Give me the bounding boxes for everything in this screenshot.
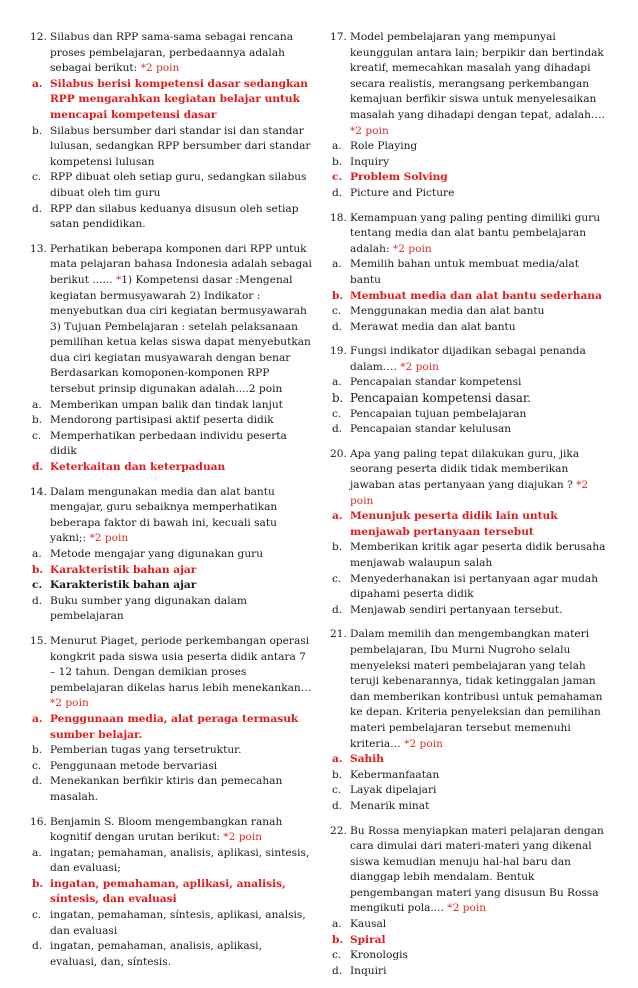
- option-text: Pencapaian tujuan pembelajaran: [350, 407, 527, 420]
- answer-option-correct: [32, 712, 312, 743]
- answer-option: [32, 547, 312, 563]
- question-prompt: Silabus dan RPP sama-sama sebagai rencana proses pembelajaran, perbedaannya adalah sebagai berikut:: [50, 31, 294, 75]
- answer-option: [32, 594, 312, 625]
- points-label: *2 poin: [350, 124, 389, 137]
- answer-option: [32, 398, 312, 414]
- question-header: [30, 30, 312, 77]
- option-text: Metode mengajar yang digunakan guru: [50, 548, 264, 560]
- option-text: Memberikan kritik agar peserta didik berusaha menjawab walaupun salah: [350, 541, 606, 569]
- option-text: Penggunaan media, alat peraga termasuk sumber belajar.: [50, 712, 299, 741]
- option-text: RPP dibuat oleh setiap guru, sedangkan silabus dibuat oleh tim guru: [50, 171, 307, 199]
- question-header: [30, 485, 312, 547]
- option-text: RPP dan silabus keduanya disusun oleh setiap satan pendidikan.: [50, 202, 299, 231]
- answer-option: [332, 304, 612, 320]
- answer-option: [332, 155, 612, 171]
- option-letter: b.: [332, 391, 344, 406]
- question-item: [330, 824, 612, 980]
- option-letter: d.: [32, 202, 43, 215]
- option-letter: c.: [32, 429, 42, 442]
- option-letter: b.: [332, 933, 344, 946]
- answer-option: [332, 186, 612, 202]
- option-letter: d.: [332, 186, 343, 199]
- left-column: [30, 30, 312, 979]
- answer-option: [332, 964, 612, 980]
- answer-option: [332, 948, 612, 964]
- answer-option: [32, 759, 312, 775]
- answer-option: [32, 774, 312, 805]
- option-text: Kausal: [350, 918, 387, 931]
- option-letter: d.: [332, 320, 343, 333]
- option-text: Kebermanfaatan: [350, 768, 440, 781]
- answer-option: [332, 422, 612, 438]
- question-item: [330, 447, 612, 619]
- question-text: [350, 447, 612, 509]
- option-text: Memilih bahan untuk membuat media/alat bantu: [350, 258, 580, 286]
- question-header: [30, 815, 312, 846]
- question-prompt: Dalam mengunakan media dan alat bantu mengajar, guru sebaiknya memperhatikan beberapa faktor di bawah ini, kecuali satu yakni;:: [50, 485, 278, 545]
- option-text: Inquiry: [350, 155, 390, 168]
- question-text: [50, 242, 312, 398]
- option-letter: c.: [332, 572, 342, 585]
- question-prompt: Perhatikan beberapa komponen dari RPP untuk mata pelajaran bahasa Indonesia adalah sebagai berikut ......: [50, 242, 312, 286]
- option-letter: c.: [32, 759, 42, 772]
- option-text: ingatan, pemahaman, analisis, aplikasi, evaluasi, dan, síntesis.: [50, 940, 262, 968]
- option-text: Menekankan berfikir ktiris dan pemecahan masalah.: [50, 775, 283, 803]
- question-number: 21.: [330, 628, 347, 641]
- option-letter: c.: [332, 784, 342, 797]
- right-column: [330, 30, 612, 988]
- options-list: [330, 257, 612, 335]
- answer-option: [332, 917, 612, 933]
- question-item: [30, 485, 312, 625]
- option-text: Silabus bersumber dari standar isi dan standar lulusan, sedangkan RPP bersumber dari standar kompetensi lulusan: [50, 124, 311, 168]
- option-letter: a.: [332, 510, 343, 523]
- question-item: [30, 815, 312, 971]
- option-letter: d.: [332, 603, 343, 616]
- options-list: [330, 375, 612, 437]
- question-item: [330, 211, 612, 336]
- option-text: Menggunakan media dan alat bantu: [350, 305, 545, 318]
- answer-option: [32, 124, 312, 171]
- option-letter: d.: [32, 594, 43, 607]
- question-item: [30, 242, 312, 476]
- question-prompt: Fungsi indikator dijadikan sebagai penanda dalam….: [350, 345, 586, 373]
- option-letter: c.: [32, 909, 42, 922]
- question-prompt: Kemampuan yang paling penting dimiliki guru tentang media dan alat bantu pembelajaran adalah:: [350, 211, 601, 255]
- option-letter: a.: [32, 548, 42, 560]
- options-list: [30, 398, 312, 476]
- question-text: [350, 344, 612, 375]
- answer-option: [332, 783, 612, 799]
- question-prompt: Model pembelajaran yang mempunyai keunggulan antara lain; berpikir dan bertindak kreatif, memecahkan masalah yang dihadapi secara realistis, merangsang perkembangan kemajuan berfikir siswa untuk menyelesaikan masalah yang dihadapi dengan tepat, adalah….: [350, 31, 605, 121]
- question-number: 16.: [30, 815, 47, 828]
- question-text: [50, 634, 312, 712]
- option-letter: a.: [332, 918, 342, 931]
- option-letter: a.: [332, 140, 342, 153]
- answer-option: [332, 603, 612, 619]
- points-label: *2 poin: [50, 697, 89, 710]
- answer-option: [332, 407, 612, 423]
- points-label: *2 poin: [392, 242, 432, 255]
- options-list: [330, 752, 612, 814]
- question-prompt: Benjamin S. Bloom mengembangkan ranah kognitif dengan urutan berikut:: [50, 815, 283, 844]
- option-text: Menjawab sendiri pertanyaan tersebut.: [350, 603, 563, 616]
- option-text: Picture and Picture: [350, 186, 455, 199]
- points-label: *2 poin: [400, 360, 439, 373]
- question-header: [330, 447, 612, 509]
- question-item: [330, 627, 612, 814]
- points-label: *2 poin: [404, 737, 443, 750]
- option-letter: b.: [32, 124, 43, 137]
- answer-option: [32, 939, 312, 970]
- points-label: *2 poin: [350, 479, 589, 507]
- question-text: [350, 30, 612, 139]
- option-letter: a.: [332, 376, 342, 389]
- question-prompt: Menurut Piaget, periode perkembangan operasi kongkrit pada siswa usia peserta didik antara 7 – 12 tahun. Dengan demikian proses pembelajaran dikelas harus lebih menekankan…: [50, 634, 312, 694]
- question-text: [350, 824, 612, 918]
- option-letter: c.: [32, 171, 42, 184]
- question-number: 13.: [30, 242, 47, 255]
- answer-option-correct: [32, 77, 312, 124]
- option-letter: d.: [332, 799, 343, 812]
- option-text: ingatan, pemahaman, aplikasi, analisis, síntesis, dan evaluasi: [50, 877, 286, 906]
- answer-option: [332, 768, 612, 784]
- option-text: Mendorong partisipasi aktif peserta didik: [50, 414, 274, 427]
- question-number: 15.: [30, 634, 47, 647]
- question-prompt-continued: 1) Kompetensi dasar :Mengenal kegiatan bermusyawarah 2) Indikator : menyebutkan dua ciri kegiatan bermusyawarah 3) Tujuan Pembelajaran : setelah pelaksanaan pemilihan ketua kelas siswa dapat menyebutkan dua ciri kegiatan musyawarah dengan benar Berdasarkan komoponen-komponen RPP tersebut prinsip digunakan adalah....2 poin: [50, 273, 311, 396]
- question-header: [330, 627, 612, 752]
- answer-option: [32, 413, 312, 429]
- option-text: Sahih: [350, 753, 384, 766]
- option-letter: b.: [32, 744, 43, 757]
- option-letter: d.: [32, 461, 44, 474]
- answer-option: [332, 320, 612, 336]
- answer-option-correct: [332, 170, 612, 186]
- question-header: [330, 211, 612, 258]
- question-number: 12.: [30, 31, 47, 43]
- option-letter: a.: [332, 258, 342, 271]
- answer-option: [32, 846, 312, 877]
- option-text: Problem Solving: [350, 171, 448, 184]
- question-item: [30, 30, 312, 233]
- answer-option: [32, 578, 312, 594]
- option-letter: c.: [332, 171, 343, 184]
- answer-option: [332, 375, 612, 391]
- option-letter: d.: [32, 940, 43, 953]
- option-letter: d.: [32, 775, 43, 788]
- points-label: *2 poin: [447, 902, 487, 915]
- points-label: *2 poin: [223, 831, 263, 844]
- option-letter: b.: [332, 541, 343, 554]
- option-letter: b.: [332, 768, 343, 781]
- question-item: [330, 344, 612, 438]
- question-item: [30, 634, 312, 806]
- option-text: Kronologis: [350, 949, 408, 962]
- option-letter: b.: [332, 155, 343, 168]
- question-number: 14.: [30, 485, 47, 498]
- option-text: Buku sumber yang digunakan dalam pembelajaran: [50, 594, 247, 623]
- answer-option: [332, 257, 612, 288]
- question-item: [330, 30, 612, 202]
- option-letter: a.: [32, 77, 43, 90]
- option-text: ingatan; pemahaman, analisis, aplikasi, sintesis, dan evaluasi;: [50, 846, 310, 875]
- question-number: 19.: [330, 345, 347, 358]
- option-letter: a.: [332, 753, 343, 766]
- answer-option: [332, 799, 612, 815]
- answer-option: [332, 572, 612, 603]
- answer-option-correct: [332, 933, 612, 949]
- answer-option-correct: [332, 289, 612, 305]
- option-text: Menyederhanakan isi pertanyaan agar mudah dipahami peserta didik: [350, 572, 599, 601]
- question-number: 18.: [330, 211, 347, 224]
- option-letter: d.: [332, 423, 343, 436]
- question-prompt: Apa yang paling tepat dilakukan guru, jika seorang peserta didik tidak memberikan jawaban atas pertanyaan yang diajukan ?: [350, 447, 580, 492]
- question-text: [50, 485, 312, 547]
- answer-option: [32, 429, 312, 460]
- option-letter: c.: [332, 949, 342, 962]
- option-letter: c.: [32, 579, 43, 592]
- option-letter: d.: [332, 964, 343, 977]
- options-list: [30, 547, 312, 625]
- question-prompt: Dalam memilih dan mengembangkan materi pembelajaran, Ibu Murni Nugroho selalu menyeleksi materi pembelajaran yang telah teruji kebenarannya, tidak ketinggalan jaman dan memberikan kontribusi untuk pemahaman ke depan. Kriteria penyeleksian dan pemilihan materi pembelajaran tersebut memenuhi kriteria…: [350, 628, 603, 750]
- question-header: [30, 634, 312, 712]
- answer-option-correct: [32, 460, 312, 476]
- answer-option: [332, 139, 612, 155]
- options-list: [30, 846, 312, 971]
- answer-option: [332, 540, 612, 571]
- answer-option-correct: [332, 509, 612, 540]
- option-letter: b.: [32, 877, 44, 890]
- points-label: *2 poin: [89, 532, 129, 545]
- option-text: Layak dipelajari: [350, 784, 437, 797]
- question-text: [350, 211, 612, 258]
- question-text: [350, 627, 612, 752]
- answer-option: [332, 391, 612, 407]
- points-label: *2 poin: [140, 62, 180, 75]
- answer-option: [32, 908, 312, 939]
- option-text: Pencapaian standar kelulusan: [350, 423, 512, 436]
- options-list: [330, 917, 612, 979]
- option-text: Pemberian tugas yang tersetruktur.: [50, 744, 242, 757]
- option-text: Karakteristik bahan ajar: [50, 563, 197, 576]
- option-text: Pencapaian standar kompetensi: [350, 376, 522, 389]
- question-header: [330, 30, 612, 139]
- option-letter: a.: [32, 712, 43, 725]
- option-text: ingatan, pemahaman, síntesis, aplikasi, analsis, dan evaluasi: [50, 909, 306, 937]
- option-text: Menunjuk peserta didik lain untuk menjawab pertanyaan tersebut: [350, 510, 558, 538]
- answer-option-correct: [32, 563, 312, 579]
- option-letter: a.: [32, 846, 42, 859]
- question-header: [330, 344, 612, 375]
- question-number: 17.: [330, 31, 347, 43]
- question-text: [50, 30, 312, 77]
- options-list: [330, 139, 612, 201]
- option-text: Merawat media dan alat bantu: [350, 320, 516, 333]
- option-text: Inquiri: [350, 964, 387, 977]
- answer-option-correct: [332, 752, 612, 768]
- option-text: Role Playing: [350, 140, 418, 153]
- question-number: 20.: [330, 447, 347, 460]
- option-text: Penggunaan metode bervariasi: [50, 759, 218, 772]
- answer-option-correct: [32, 877, 312, 908]
- options-list: [330, 509, 612, 618]
- option-text: Keterkaitan dan keterpaduan: [50, 461, 226, 474]
- option-text: Menarik minat: [350, 799, 430, 812]
- points-label: *: [115, 273, 122, 286]
- question-text: [50, 815, 312, 846]
- option-text: Karakteristik bahan ajar: [50, 579, 197, 592]
- answer-option: [32, 202, 312, 233]
- options-list: [30, 712, 312, 806]
- option-letter: b.: [32, 414, 43, 427]
- option-text: Pencapaian kompetensi dasar.: [350, 391, 531, 406]
- answer-option: [32, 743, 312, 759]
- option-letter: b.: [332, 289, 344, 302]
- option-text: Memperhatikan perbedaan individu peserta didik: [50, 429, 287, 458]
- option-letter: a.: [32, 398, 42, 411]
- option-text: Spiral: [350, 933, 386, 946]
- option-text: Membuat media dan alat bantu sederhana: [350, 289, 602, 302]
- question-header: [30, 242, 312, 398]
- option-letter: c.: [332, 305, 342, 318]
- option-letter: b.: [32, 563, 44, 576]
- question-number: 22.: [330, 824, 347, 837]
- question-prompt: Bu Rossa menyiapkan materi pelajaran dengan cara dimulai dari materi-materi yang dikenal siswa kemudian menuju hal-hal baru dan dianggap lebih mendalam. Bentuk pengembangan materi yang disusun Bu Rossa mengikuti pola....: [350, 824, 604, 915]
- option-text: Memberikan umpan balik dan tindak lanjut: [50, 398, 283, 411]
- options-list: [30, 77, 312, 233]
- question-header: [330, 824, 612, 918]
- answer-option: [32, 170, 312, 201]
- option-text: Silabus berisi kompetensi dasar sedangkan RPP mengarahkan kegiatan belajar untuk mencapai kompetensi dasar: [50, 77, 308, 121]
- option-letter: c.: [332, 407, 342, 420]
